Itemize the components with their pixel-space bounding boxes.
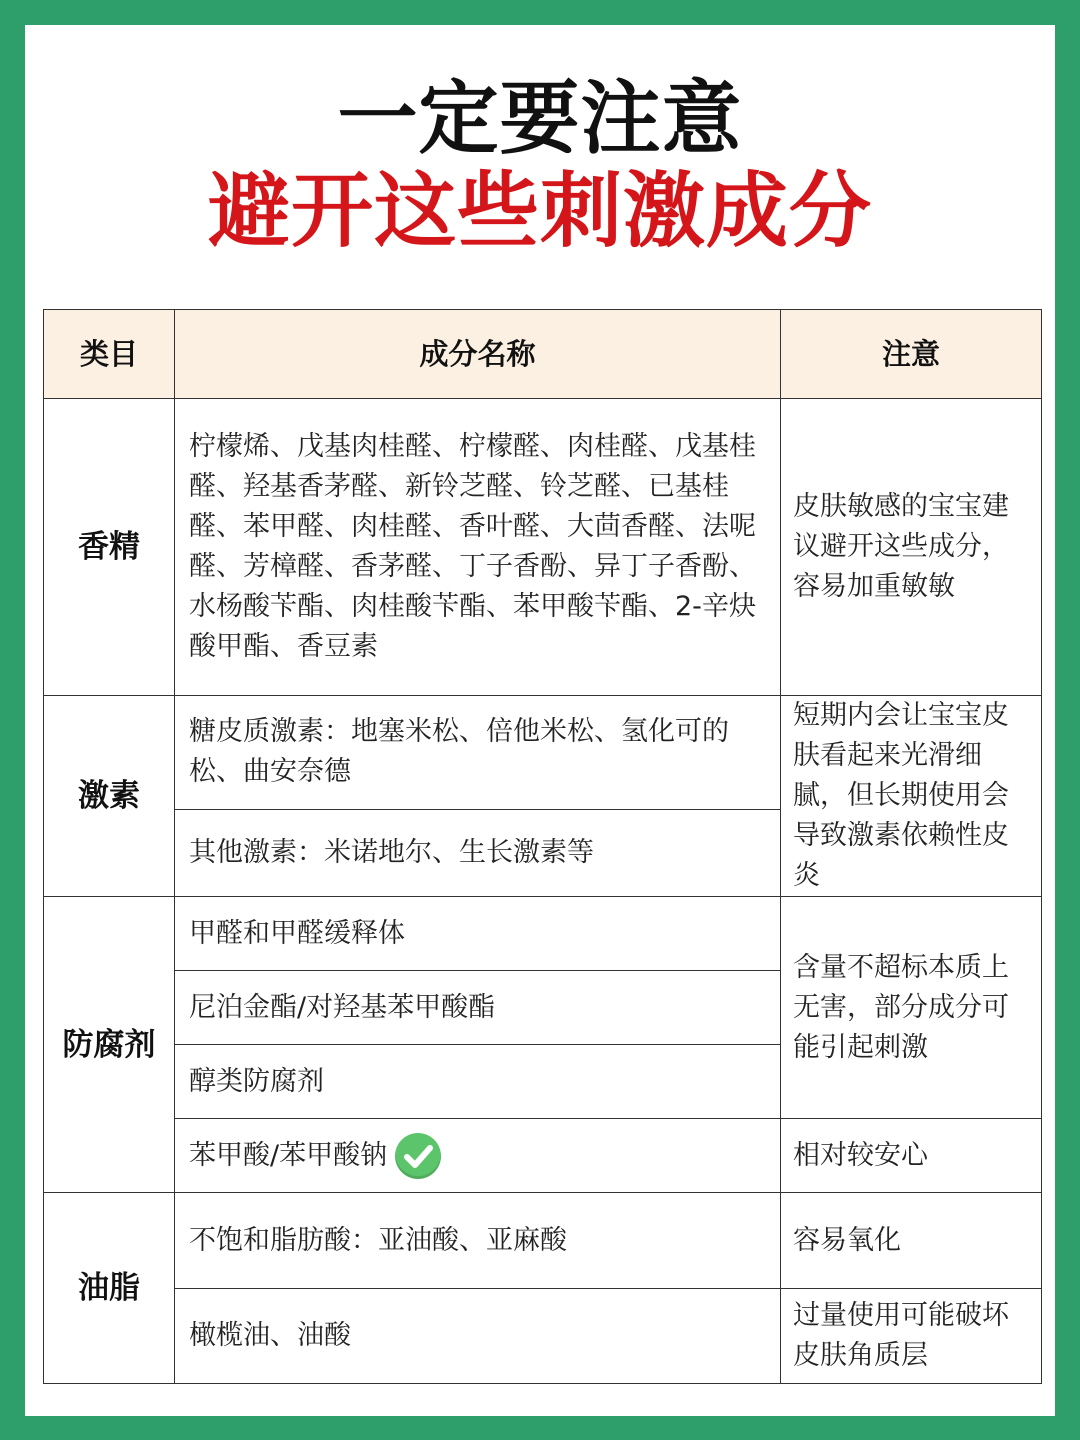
ingredients-preservative-1: 甲醛和甲醛缓释体 — [175, 897, 781, 971]
table-row — [44, 1289, 1042, 1384]
table-row — [44, 897, 1042, 971]
ingredients-preservative-3: 醇类防腐剂 — [175, 1045, 781, 1119]
ingredients-preservative-4: 苯甲酸/苯甲酸钠 — [189, 1139, 388, 1171]
table-row — [44, 399, 1042, 696]
ingredients-preservative-4-cell — [175, 1119, 781, 1193]
ingredients-hormone-1: 糖皮质激素：地塞米松、倍他米松、氢化可的松、曲安奈德 — [175, 696, 781, 810]
category-hormone: 激素 — [44, 696, 175, 897]
ingredient-table — [43, 309, 1042, 1384]
note-preservative-4: 相对较安心 — [781, 1119, 1042, 1193]
ingredients-fragrance: 柠檬烯、戊基肉桂醛、柠檬醛、肉桂醛、戊基桂醛、羟基香茅醛、新铃芝醛、铃芝醛、已基桂醛、苯甲醛、肉桂醛、香叶醛、大茴香醛、法呢醛、芳樟醛、香茅醛、丁子香酚、异丁子香酚、水杨酸苄酯、肉桂酸苄酯、苯甲酸苄酯、2-辛炔酸甲酯、香豆素 — [175, 399, 781, 696]
table-row — [44, 1119, 1042, 1193]
note-preservative: 含量不超标本质上无害，部分成分可能引起刺激 — [781, 897, 1042, 1119]
note-hormone: 短期内会让宝宝皮肤看起来光滑细腻，但长期使用会导致激素依赖性皮炎 — [781, 696, 1042, 897]
table-row — [44, 696, 1042, 810]
category-preservative: 防腐剂 — [44, 897, 175, 1193]
note-oil-1: 容易氧化 — [781, 1193, 1042, 1289]
table-header-row — [44, 310, 1042, 399]
header-category: 类目 — [44, 310, 175, 399]
content-card — [25, 25, 1055, 1416]
table-row — [44, 1193, 1042, 1289]
category-fragrance: 香精 — [44, 399, 175, 696]
ingredients-oil-1: 不饱和脂肪酸：亚油酸、亚麻酸 — [175, 1193, 781, 1289]
title-line-1: 一定要注意 — [337, 72, 743, 165]
ingredients-preservative-2: 尼泊金酯/对羟基苯甲酸酯 — [175, 971, 781, 1045]
check-circle-icon — [395, 1133, 441, 1179]
ingredients-hormone-2: 其他激素：米诺地尔、生长激素等 — [175, 809, 781, 896]
ingredients-oil-2: 橄榄油、油酸 — [175, 1289, 781, 1384]
category-oil: 油脂 — [44, 1193, 175, 1384]
header-ingredients: 成分名称 — [175, 310, 781, 399]
title-line-2: 避开这些刺激成分 — [207, 164, 872, 259]
header-note: 注意 — [781, 310, 1042, 399]
note-oil-2: 过量使用可能破坏皮肤角质层 — [781, 1289, 1042, 1384]
note-fragrance: 皮肤敏感的宝宝建议避开这些成分，容易加重敏敏 — [781, 399, 1042, 696]
